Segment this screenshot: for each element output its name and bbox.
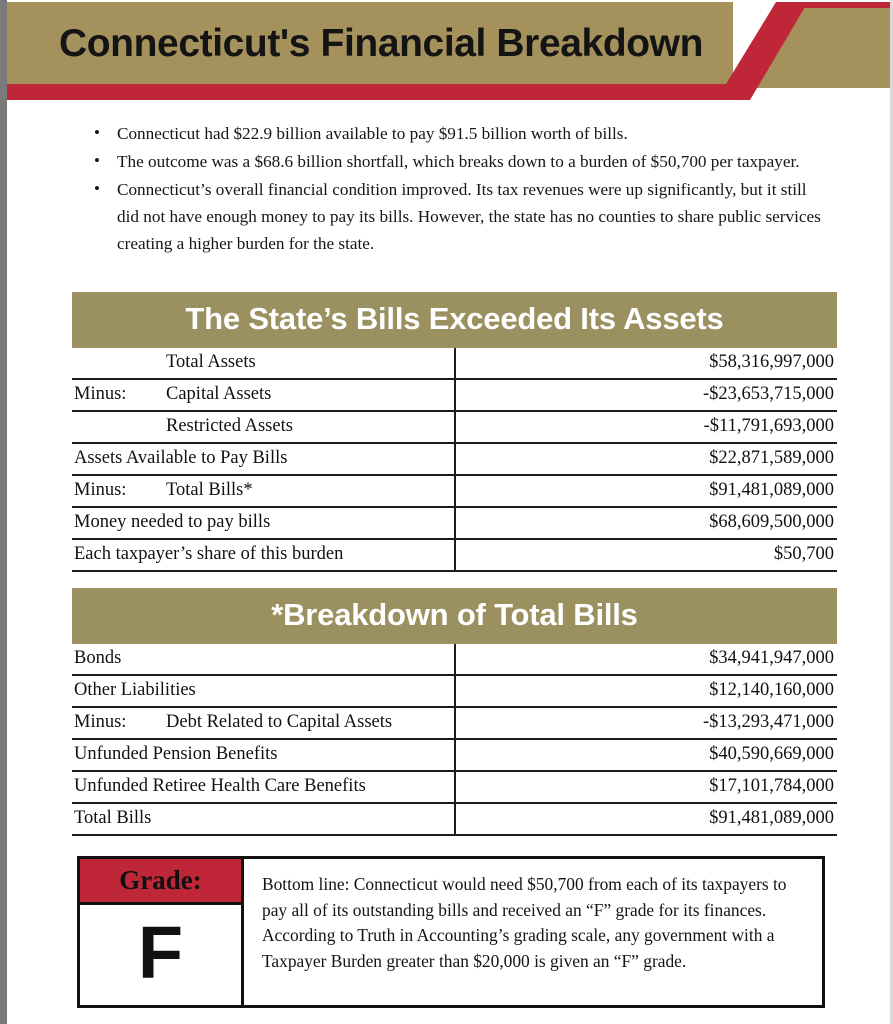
row-label (72, 379, 455, 411)
table-header-row (72, 588, 837, 644)
table-row (72, 539, 837, 571)
bills-table-title: *Breakdown of Total Bills (72, 588, 837, 644)
row-label-text: Assets Available to Pay Bills (74, 448, 288, 468)
grade-callout-box (77, 856, 825, 1008)
row-label (72, 539, 455, 571)
list-item: • The outcome was a $68.6 billion shortfall, which breaks down to a burden of $50,700 per taxpayer. (87, 148, 827, 175)
page-banner (7, 0, 890, 106)
table-row (72, 507, 837, 539)
summary-bullet-list (87, 120, 827, 258)
bills-breakdown-table (72, 588, 837, 836)
row-value: $22,871,589,000 (455, 443, 838, 475)
table-row (72, 348, 837, 379)
row-label-text: Restricted Assets (166, 416, 293, 436)
row-label (72, 507, 455, 539)
row-value: $91,481,089,000 (455, 803, 838, 835)
table-row (72, 644, 837, 675)
table-header-row (72, 292, 837, 348)
row-value: $12,140,160,000 (455, 675, 838, 707)
row-label-text: Total Assets (166, 352, 256, 372)
row-label-text: Each taxpayer’s share of this burden (74, 544, 344, 564)
row-value: $50,700 (455, 539, 838, 571)
row-value: -$13,293,471,000 (455, 707, 838, 739)
row-value: $91,481,089,000 (455, 475, 838, 507)
row-label-text: Bonds (74, 648, 122, 668)
assets-table-title: The State’s Bills Exceeded Its Assets (72, 292, 837, 348)
row-label (72, 803, 455, 835)
row-label-text: Money needed to pay bills (74, 512, 271, 532)
row-value: -$11,791,693,000 (455, 411, 838, 443)
row-label (72, 675, 455, 707)
row-label-text: Unfunded Retiree Health Care Benefits (74, 776, 366, 796)
row-label (72, 348, 455, 379)
row-label (72, 707, 455, 739)
page-edge-left (0, 0, 7, 1024)
row-label-text: Debt Related to Capital Assets (166, 712, 393, 732)
table-row (72, 379, 837, 411)
grade-description: Bottom line: Connecticut would need $50,700 from each of its taxpayers to pay all of its outstanding bills and received an “F” grade for its finances. According to Truth in Accounting’s grading scale, any government with a Taxpayer Burden greater than $20,000 is given an “F” grade. (262, 874, 787, 971)
row-label-text: Capital Assets (166, 384, 272, 404)
row-label (72, 411, 455, 443)
table-row (72, 803, 837, 835)
row-value: $40,590,669,000 (455, 739, 838, 771)
table-row (72, 707, 837, 739)
row-label-text: Total Bills (74, 808, 152, 828)
grade-value: F (137, 911, 184, 994)
list-item: • Connecticut had $22.9 billion available to pay $91.5 billion worth of bills. (87, 120, 827, 147)
row-value: $58,316,997,000 (455, 348, 838, 379)
page-title: Connecticut's Financial Breakdown (59, 22, 704, 65)
row-indent-label: Minus: (74, 712, 127, 732)
grade-panel (80, 859, 244, 1005)
row-label (72, 739, 455, 771)
row-label-text: Total Bills* (166, 480, 253, 500)
row-indent-label: Minus: (74, 480, 127, 500)
row-value: $34,941,947,000 (455, 644, 838, 675)
document-sheet (7, 0, 890, 1024)
table-row (72, 675, 837, 707)
row-value: -$23,653,715,000 (455, 379, 838, 411)
row-label (72, 644, 455, 675)
row-indent-label: Minus: (74, 384, 127, 404)
row-label-text: Other Liabilities (74, 680, 196, 700)
row-label (72, 771, 455, 803)
row-value: $17,101,784,000 (455, 771, 838, 803)
grade-label: Grade: (80, 859, 241, 905)
row-label (72, 475, 455, 507)
table-row (72, 739, 837, 771)
table-row (72, 771, 837, 803)
row-label-text: Unfunded Pension Benefits (74, 744, 278, 764)
table-row (72, 411, 837, 443)
list-item: • Connecticut’s overall financial condition improved. Its tax revenues were up significantly, but it still did not have enough money to pay its bills. However, the state has no counties to share public services creating a higher burden for the state. (87, 176, 827, 257)
table-row (72, 475, 837, 507)
row-label (72, 443, 455, 475)
row-value: $68,609,500,000 (455, 507, 838, 539)
assets-table (72, 292, 837, 572)
table-row (72, 443, 837, 475)
